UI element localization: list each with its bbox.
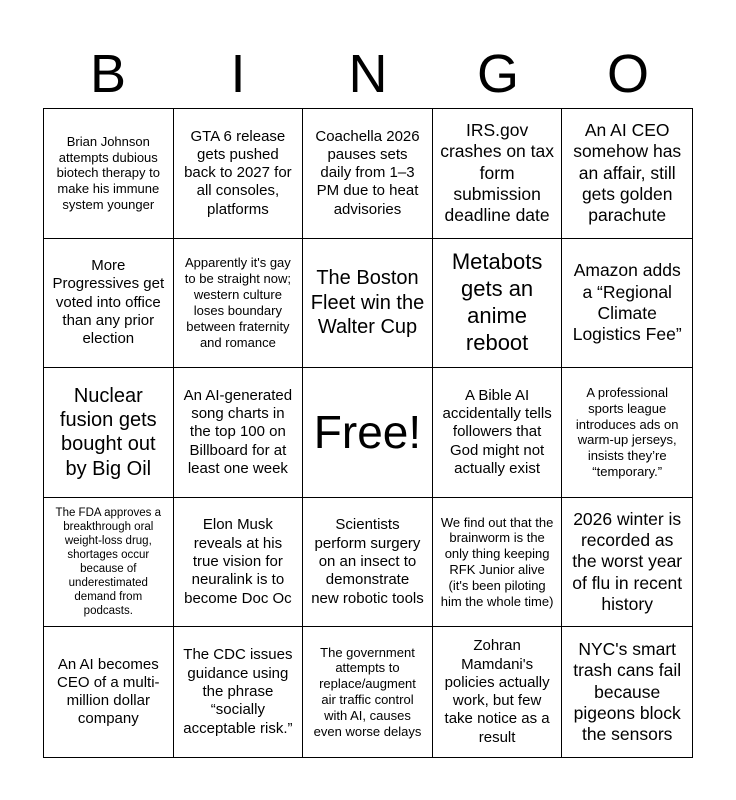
cell-text: IRS.gov crashes on tax form submission deadline date	[440, 119, 554, 226]
cell-text: Apparently it's gay to be straight now; western culture loses boundary between fraternity and romance	[184, 255, 291, 350]
free-space-cell[interactable]	[303, 368, 433, 498]
bingo-cell[interactable]	[303, 239, 433, 369]
bingo-cell[interactable]	[562, 368, 692, 498]
cell-text: The government attempts to replace/augment air traffic control with AI, causes even worse delays	[313, 644, 422, 739]
bingo-cell[interactable]	[433, 627, 563, 757]
bingo-grid	[43, 108, 693, 758]
bingo-cell[interactable]	[174, 498, 304, 628]
cell-text: An AI becomes CEO of a multi-million dollar company	[57, 655, 160, 728]
bingo-cell[interactable]	[44, 239, 174, 369]
cell-text: Metabots gets an anime reboot	[451, 249, 543, 355]
cell-text: Zohran Mamdani's policies actually work, but few take notice as a result	[444, 637, 550, 746]
cell-text: We find out that the brainworm is the only thing keeping RFK Junior alive (it's been piloting him the whole time)	[440, 514, 554, 609]
cell-text: More Progressives get voted into office than any prior election	[52, 257, 165, 348]
cell-text: NYC's smart trash cans fail because pigeons block the sensors	[573, 638, 682, 745]
cell-text: 2026 winter is recorded as the worst year of flu in recent history	[572, 508, 683, 615]
cell-text: Brian Johnson attempts dubious biotech therapy to make his immune system younger	[56, 133, 160, 213]
bingo-cell[interactable]	[303, 627, 433, 757]
bingo-cell[interactable]	[44, 498, 174, 628]
bingo-cell[interactable]	[174, 239, 304, 369]
cell-text: The CDC issues guidance using the phrase “socially acceptable risk.”	[183, 646, 293, 737]
bingo-cell[interactable]	[562, 498, 692, 628]
header-letter-o: O	[606, 44, 649, 104]
header-letter-i: I	[230, 44, 246, 104]
bingo-cell[interactable]	[562, 627, 692, 757]
cell-text: An AI CEO somehow has an affair, still gets golden parachute	[573, 119, 682, 226]
cell-text: An AI-generated song charts in the top 100 on Billboard for at least one week	[183, 386, 293, 477]
bingo-cell[interactable]	[303, 498, 433, 628]
bingo-cell[interactable]	[562, 239, 692, 369]
bingo-cell[interactable]	[433, 368, 563, 498]
free-space-text: Free!	[313, 406, 422, 459]
cell-text: Nuclear fusion gets bought out by Big Oil	[59, 384, 157, 480]
bingo-cell[interactable]	[433, 239, 563, 369]
bingo-cell[interactable]	[174, 368, 304, 498]
bingo-cell[interactable]	[174, 627, 304, 757]
cell-text: Coachella 2026 pauses sets daily from 1–3 PM due to heat advisories	[315, 127, 420, 218]
header-letter-b: B	[89, 44, 127, 104]
bingo-cell[interactable]	[44, 109, 174, 239]
cell-text: Amazon adds a “Regional Climate Logistics Fee”	[572, 260, 682, 345]
bingo-cell[interactable]	[562, 109, 692, 239]
cell-text: The Boston Fleet win the Walter Cup	[310, 267, 425, 339]
cell-text: A Bible AI accidentally tells followers that God might not actually exist	[442, 386, 552, 477]
header-letter-g: G	[476, 44, 519, 104]
bingo-cell[interactable]	[174, 109, 304, 239]
header-letter-n: N	[348, 44, 388, 104]
bingo-cell[interactable]	[303, 109, 433, 239]
cell-text: Elon Musk reveals at his true vision for neuralink is to become Doc Oc	[184, 516, 292, 607]
cell-text: GTA 6 release gets pushed back to 2027 for all consoles, platforms	[184, 127, 292, 218]
bingo-cell[interactable]	[433, 498, 563, 628]
cell-text: A professional sports league introduces ads on warm-up jerseys, insists they’re “temporary.”	[575, 384, 679, 480]
cell-text: The FDA approves a breakthrough oral weight-loss drug, shortages occur because of underestimated demand from podcasts.	[55, 507, 162, 618]
bingo-cell[interactable]	[44, 368, 174, 498]
bingo-cell[interactable]	[44, 627, 174, 757]
cell-text: Scientists perform surgery on an insect to demonstrate new robotic tools	[311, 516, 424, 607]
bingo-cell[interactable]	[433, 109, 563, 239]
bingo-header	[43, 40, 693, 108]
